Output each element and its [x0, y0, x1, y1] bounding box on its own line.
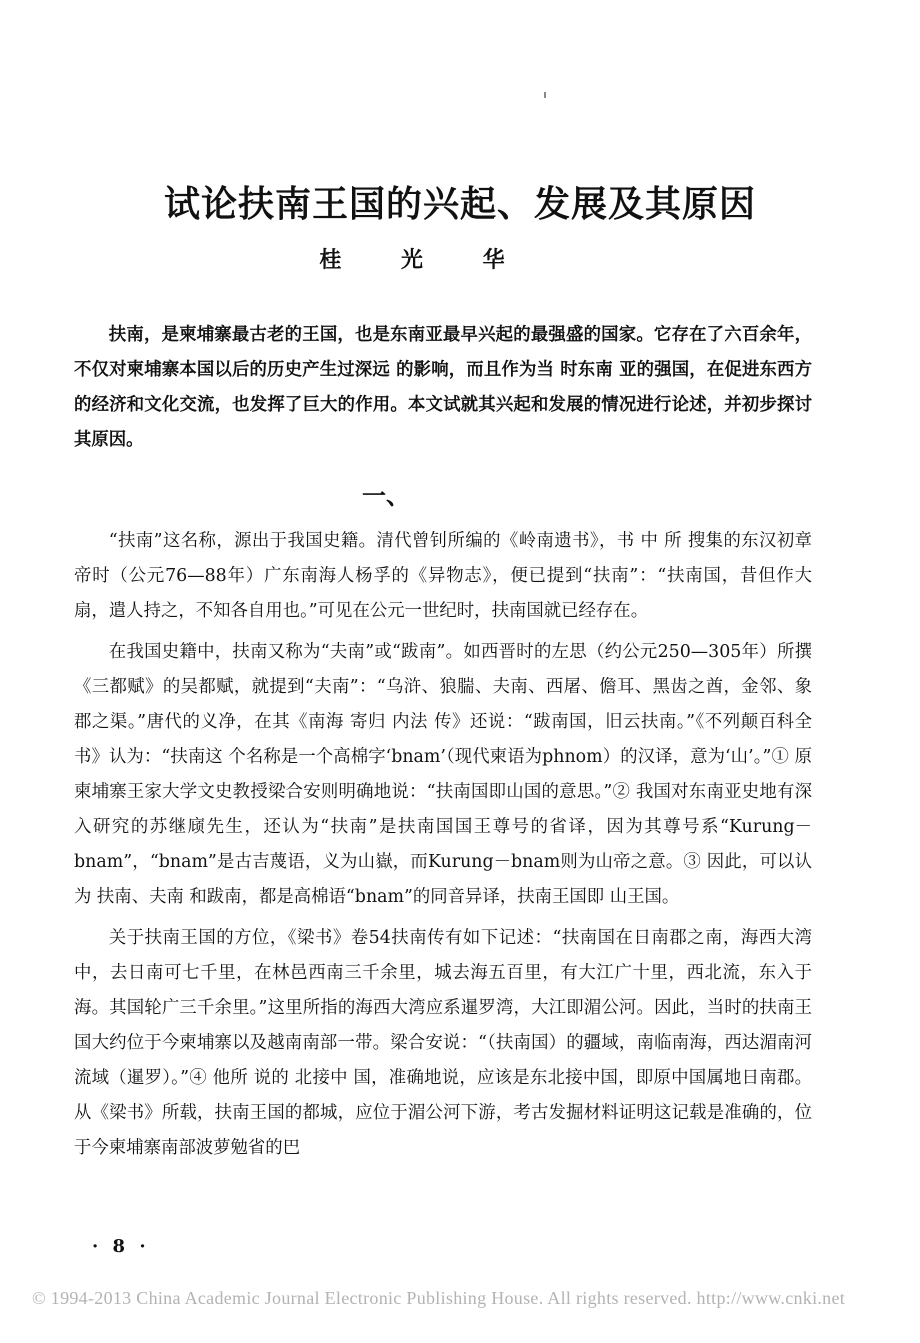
page-number: · 8 ·: [92, 1236, 150, 1257]
article-author: 桂 光 华: [319, 247, 531, 273]
article-title: 试论扶南王国的兴起、发展及其原因: [163, 184, 756, 226]
scan-speck: [544, 92, 546, 98]
body-paragraph: “扶南”这名称，源出于我国史籍。清代曾钊所编的《岭南遗书》，书 中 所 搜集的东汉初章帝时（公元76—88年）广东南海人杨孚的《异物志》，便已提到“扶南”：“扶南国，昔但作大扇，遣人持之，不知各自用也。”可见在公元一世纪时，扶南国就已经存在。: [74, 531, 812, 621]
article-body: [74, 524, 812, 1166]
copyright-footer: © 1994-2013 China Academic Journal Electronic Publishing House. All rights reserved. http://www.cnki.net: [32, 1288, 846, 1308]
abstract-paragraph: 扶南，是柬埔寨最古老的王国，也是东南亚最早兴起的最强盛的国家。它存在了六百余年，不仅对柬埔寨本国以后的历史产生过深远 的影响，而且作为当 时东南 亚的强国，在促进东西方的经济和文化交流，也发挥了巨大的作用。本文试就其兴起和发展的情况进行论述，并初步探讨其原因。: [74, 325, 812, 450]
section-heading: 一、: [362, 481, 410, 510]
body-paragraph: 关于扶南王国的方位，《梁书》卷54扶南传有如下记述：“扶南国在日南郡之南，海西大湾中，去日南可七千里，在林邑西南三千余里，城去海五百里，有大江广十里，西北流，东入于海。其国轮广三千余里。”这里所指的海西大湾应系暹罗湾，大江即湄公河。因此，当时的扶南王国大约位于今柬埔寨以及越南南部一带。梁合安说：“（扶南国）的疆域，南临南海，西达湄南河流域（暹罗）。”④ 他所 说的 北接中 国，准确地说，应该是东北接中国，即原中国属地日南郡。从《梁书》所载，扶南王国的都城，应位于湄公河下游，考古发掘材料证明这记载是准确的，位于今柬埔寨南部波萝勉省的巴: [74, 928, 812, 1158]
body-paragraph: 在我国史籍中，扶南又称为“夫南”或“跋南”。如西晋时的左思（约公元250—305年）所撰《三都赋》的吴都赋，就提到“夫南”：“乌浒、狼腨、夫南、西屠、儋耳、黑齿之酋，金邻、象郡之渠。”唐代的义净，在其《南海 寄归 内法 传》还说：“跋南国，旧云扶南。”《不列颠百科全书》认为：“扶南这 个名称是一个高棉字‘bnam’（现代柬语为phnom）的汉译，意为‘山’。”① 原柬埔寨王家大学文史教授梁合安则明确地说：“扶南国即山国的意思。”② 我国对东南亚史地有深入研究的苏继庼先生，还认为“扶南”是扶南国国王尊号的省译，因为其尊号系“Kurung－bnam”，“bnam”是古吉蔑语，义为山嶽，而Kurung－bnam则为山帝之意。③ 因此，可以认为 扶南、夫南 和跋南，都是高棉语“bnam”的同音异译，扶南王国即 山王国。: [74, 642, 812, 907]
article-abstract: [74, 318, 812, 458]
